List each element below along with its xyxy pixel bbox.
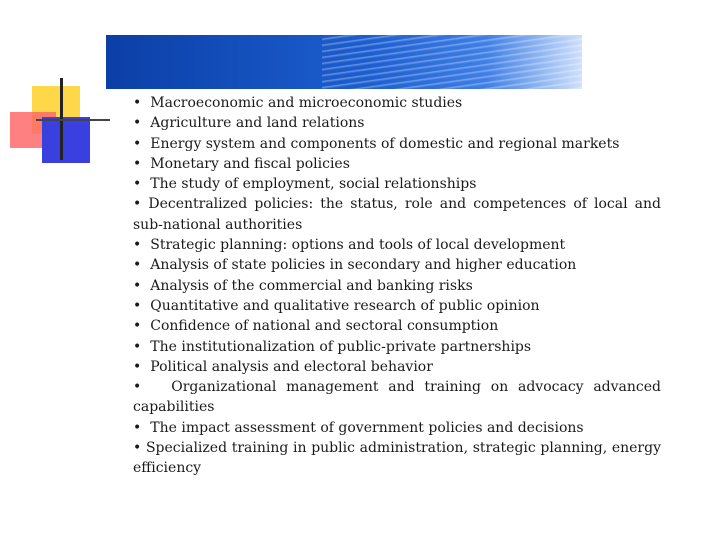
- decor-blue-square: [42, 117, 90, 163]
- bullet-icon: •: [133, 237, 142, 254]
- list-item: [133, 174, 661, 194]
- list-item-text: Strategic planning: options and tools of local development: [150, 237, 566, 254]
- list-item-text: Monetary and fiscal policies: [150, 155, 350, 172]
- list-item: [133, 438, 661, 479]
- list-item: [133, 235, 661, 255]
- bullet-icon: •: [133, 440, 142, 457]
- bullet-icon: •: [133, 379, 142, 396]
- list-item-text: The study of employment, social relationships: [150, 176, 477, 193]
- bullet-icon: •: [133, 277, 142, 294]
- list-item: [133, 377, 661, 418]
- bullet-list: [133, 93, 661, 479]
- list-item-text: Energy system and components of domestic and regional markets: [150, 135, 620, 152]
- list-item-text: Analysis of state policies in secondary and higher education: [150, 257, 577, 274]
- decor-horizontal-line: [36, 119, 110, 121]
- bullet-icon: •: [133, 155, 142, 172]
- bullet-icon: •: [133, 297, 142, 314]
- list-item: [133, 255, 661, 275]
- list-item-text: Confidence of national and sectoral consumption: [150, 318, 499, 335]
- list-item-text: Analysis of the commercial and banking risks: [150, 277, 473, 294]
- bullet-icon: •: [133, 115, 142, 132]
- bullet-icon: •: [133, 196, 142, 213]
- list-item-text: Organizational management and training on advocacy advanced capabilities: [133, 379, 661, 416]
- list-item: [133, 316, 661, 336]
- bullet-icon: •: [133, 318, 142, 335]
- list-item: [133, 276, 661, 296]
- bullet-icon: •: [133, 135, 142, 152]
- list-item: [133, 134, 661, 154]
- list-item: [133, 113, 661, 133]
- list-item: [133, 93, 661, 113]
- list-item-text: Quantitative and qualitative research of public opinion: [150, 297, 540, 314]
- list-item: [133, 418, 661, 438]
- list-item-text: Agriculture and land relations: [150, 115, 365, 132]
- title-banner: [106, 35, 582, 89]
- bullet-icon: •: [133, 419, 142, 436]
- list-item-text: Macroeconomic and microeconomic studies: [150, 95, 463, 111]
- list-item-text: Specialized training in public administration, strategic planning, energy efficiency: [133, 440, 661, 477]
- bullet-list-container: [133, 93, 661, 479]
- list-item-text: Decentralized policies: the status, role and competences of local and sub-national authorities: [133, 196, 662, 233]
- banner-stripes: [322, 35, 582, 89]
- list-item-text: The impact assessment of government policies and decisions: [150, 419, 584, 436]
- bullet-icon: •: [133, 358, 142, 375]
- list-item: [133, 194, 661, 235]
- list-item: [133, 357, 661, 377]
- bullet-icon: •: [133, 257, 142, 274]
- list-item-text: Political analysis and electoral behavior: [150, 358, 433, 375]
- list-item: [133, 296, 661, 316]
- list-item: [133, 337, 661, 357]
- bullet-icon: •: [133, 95, 142, 111]
- bullet-icon: •: [133, 176, 142, 193]
- bullet-icon: •: [133, 338, 142, 355]
- list-item-text: The institutionalization of public-private partnerships: [150, 338, 532, 355]
- list-item: [133, 154, 661, 174]
